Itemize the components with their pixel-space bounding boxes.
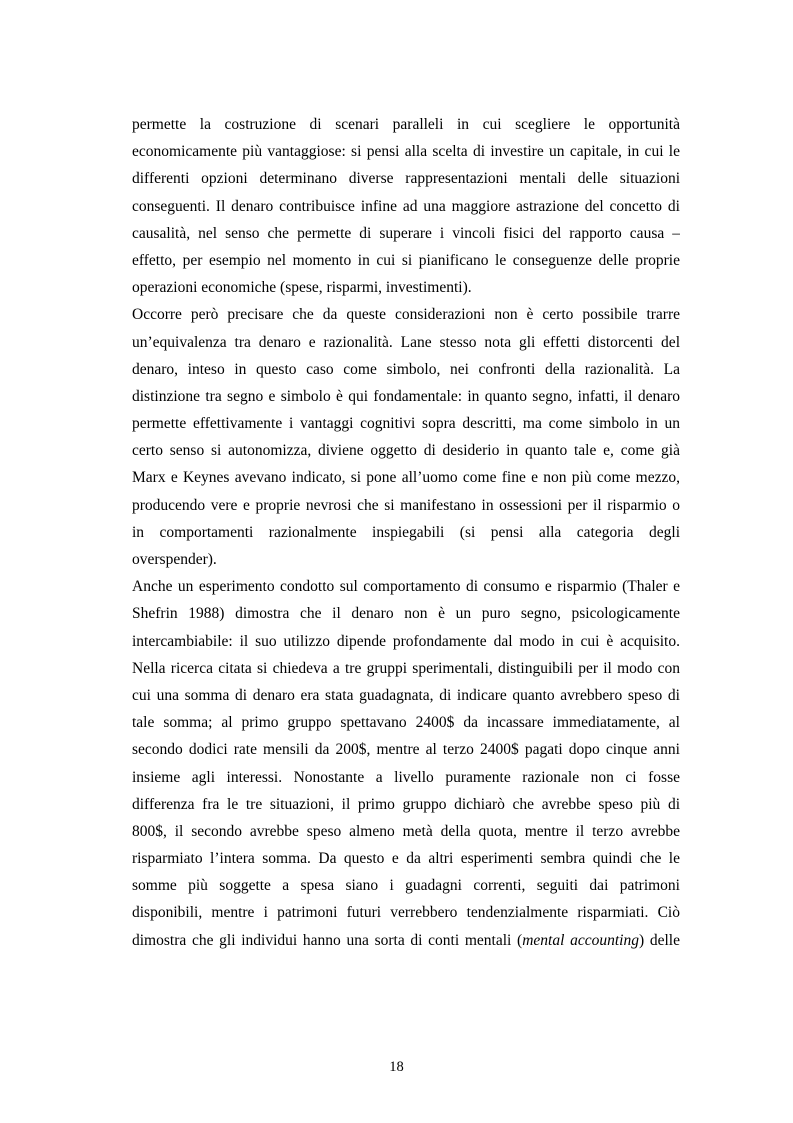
text-line: somme più soggette a spesa siano i guadagni correnti, seguiti dai patrimoni (132, 877, 680, 895)
text-line: cui una somma di denaro era stata guadagnata, di indicare quanto avrebbero speso di (132, 686, 680, 704)
text-line: tale somma; al primo gruppo spettavano 2400$ da incassare immediatamente, al (132, 714, 680, 732)
text-line: differenti opzioni determinano diverse rappresentazioni mentali delle situazioni (132, 170, 680, 188)
text-line: effetto, per esempio nel momento in cui si pianificano le conseguenze delle proprie (132, 251, 680, 269)
text-line: risparmiato l’intera somma. Da questo e da altri esperimenti sembra quindi che le (132, 850, 680, 868)
text-line: conseguenti. Il denaro contribuisce infine ad una maggiore astrazione del concetto di (132, 197, 680, 215)
last-line-before: dimostra che gli individui hanno una sorta di conti mentali ( (132, 931, 523, 949)
last-line-after: ) delle (638, 931, 680, 949)
page-number: 18 (389, 1059, 404, 1075)
text-line: operazioni economiche (spese, risparmi, investimenti). (132, 279, 472, 297)
text-line: permette effettivamente i vantaggi cognitivi sopra descritti, ma come simbolo in un (132, 415, 680, 433)
text-line: overspender). (132, 551, 217, 568)
text-line: Nella ricerca citata si chiedeva a tre gruppi sperimentali, distinguibili per il modo con (132, 659, 680, 677)
text-line: disponibili, mentre i patrimoni futuri verrebbero tendenzialmente risparmiati. Ciò (132, 904, 680, 922)
text-line: insieme agli interessi. Nonostante a livello puramente razionale non ci fosse (132, 768, 680, 786)
text-line: 800$, il secondo avrebbe speso almeno metà della quota, mentre il terzo avrebbe (132, 822, 680, 840)
text-line: economicamente più vantaggiose: si pensi alla scelta di investire un capitale, in cui le (132, 143, 680, 161)
text-line: certo senso si autonomizza, diviene oggetto di desiderio in quanto tale e, come già (132, 442, 680, 460)
text-line: causalità, nel senso che permette di superare i vincoli fisici del rapporto causa – (132, 224, 680, 242)
text-line: un’equivalenza tra denaro e razionalità. Lane stesso nota gli effetti distorcenti del (132, 333, 680, 351)
body-text (132, 111, 680, 927)
text-line: in comportamenti razionalmente inspiegabili (si pensi alla categoria degli (132, 523, 680, 541)
mental-accounting-term: mental accounting (522, 931, 639, 949)
text-line: secondo dodici rate mensili da 200$, mentre al terzo 2400$ pagati dopo cinque anni (132, 741, 680, 759)
text-line: Marx e Keynes avevano indicato, si pone all’uomo come fine e non più come mezzo, (132, 469, 680, 487)
text-line: intercambiabile: il suo utilizzo dipende profondamente dal modo in cui è acquisito. (132, 632, 680, 650)
text-line: differenza fra le tre situazioni, il primo gruppo dichiarò che avrebbe speso più di (132, 795, 680, 813)
page-body (132, 111, 680, 954)
text-line: distinzione tra segno e simbolo è qui fondamentale: in quanto segno, infatti, il denaro (132, 387, 680, 405)
text-line: denaro, inteso in questo caso come simbolo, nei confronti della razionalità. La (132, 360, 680, 378)
text-line: Shefrin 1988) dimostra che il denaro non è un puro segno, psicologicamente (132, 605, 680, 623)
text-line: Occorre però precisare che da queste considerazioni non è certo possibile trarre (132, 306, 680, 324)
text-line: permette la costruzione di scenari paralleli in cui scegliere le opportunità (132, 116, 680, 133)
text-line-last (132, 927, 680, 954)
text-line: producendo vere e proprie nevrosi che si manifestano in ossessioni per il risparmio o (132, 496, 680, 514)
text-line: Anche un esperimento condotto sul comportamento di consumo e risparmio (Thaler e (132, 578, 680, 596)
